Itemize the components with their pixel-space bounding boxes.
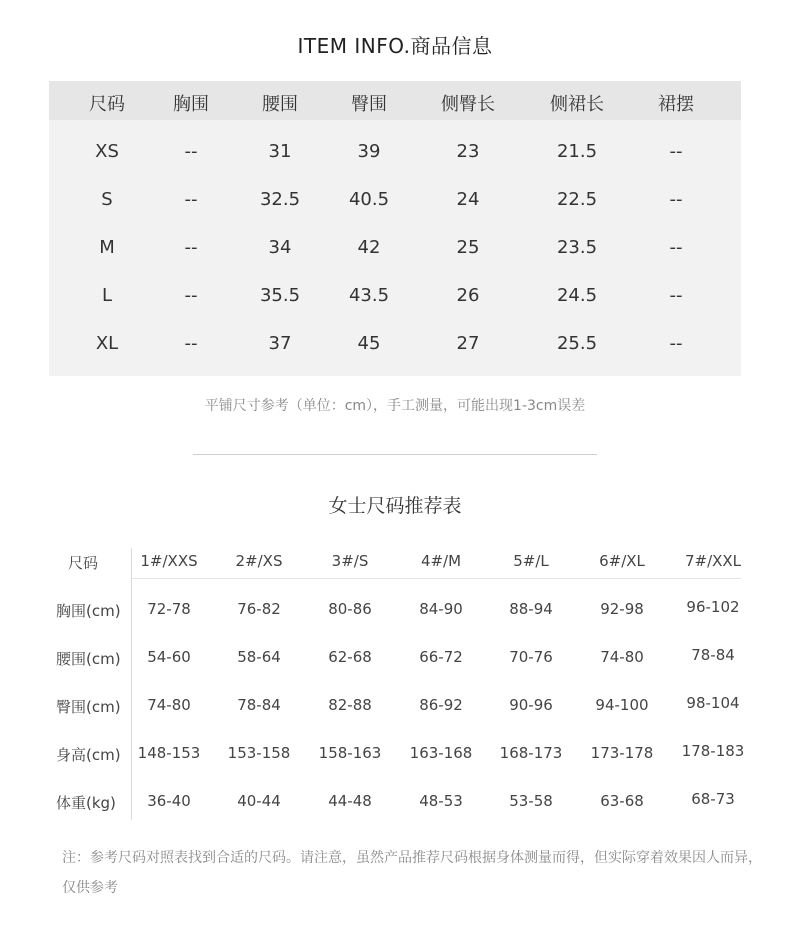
item-info-cell: 35.5 — [259, 285, 301, 306]
item-info-cell: XS — [95, 141, 119, 162]
item-info-table — [49, 81, 741, 376]
item-info-header-cell: 裙摆 — [658, 94, 694, 115]
recommend-cell: 90-96 — [509, 696, 553, 714]
recommend-cell: 153-158 — [227, 744, 291, 762]
item-info-cell: XL — [95, 333, 119, 354]
recommend-cell: 80-86 — [328, 600, 372, 618]
item-info-cell: 39 — [357, 141, 381, 162]
recommend-table-header-line — [132, 578, 741, 579]
item-info-cell: -- — [669, 285, 683, 306]
recommend-row-label: 体重(kg) — [56, 794, 116, 812]
recommend-size-header: 1#/XXS — [140, 552, 198, 570]
recommend-cell: 78-84 — [691, 646, 735, 664]
item-info-cell: 37 — [268, 333, 292, 354]
recommend-cell: 178-183 — [681, 742, 745, 760]
item-info-cell: 21.5 — [556, 141, 598, 162]
item-info-note: 平铺尺寸参考（单位：cm），手工测量，可能出现1-3cm误差 — [204, 398, 586, 414]
item-info-header-cell: 腰围 — [262, 94, 298, 115]
recommend-row-label: 臀围(cm) — [56, 698, 121, 716]
item-info-cell: 34 — [268, 237, 292, 258]
recommend-cell: 36-40 — [147, 792, 191, 810]
item-info-cell: 25 — [456, 237, 480, 258]
item-info-header-row — [49, 81, 741, 120]
section-divider — [193, 454, 597, 455]
item-info-title: ITEM INFO.商品信息 — [297, 34, 493, 58]
item-info-header-cell: 侧臀长 — [441, 94, 495, 115]
item-info-cell: -- — [184, 333, 198, 354]
recommend-cell: 76-82 — [237, 600, 281, 618]
item-info-cell: 26 — [456, 285, 480, 306]
recommend-cell: 158-163 — [318, 744, 382, 762]
recommend-cell: 163-168 — [409, 744, 473, 762]
recommend-corner-label: 尺码 — [68, 554, 99, 572]
recommend-size-header: 7#/XXL — [684, 552, 742, 570]
recommend-size-header: 6#/XL — [599, 552, 645, 570]
item-info-cell: 42 — [357, 237, 381, 258]
item-info-cell: 23.5 — [556, 237, 598, 258]
item-info-header-cell: 胸围 — [173, 94, 209, 115]
recommend-cell: 96-102 — [686, 598, 740, 616]
recommend-cell: 74-80 — [600, 648, 644, 666]
item-info-cell: 40.5 — [348, 189, 390, 210]
recommend-cell: 88-94 — [509, 600, 553, 618]
item-info-cell: -- — [669, 141, 683, 162]
item-info-cell: -- — [669, 333, 683, 354]
recommend-cell: 54-60 — [147, 648, 191, 666]
item-info-header-cell: 尺码 — [89, 94, 125, 115]
recommend-cell: 173-178 — [590, 744, 654, 762]
recommend-cell: 84-90 — [419, 600, 463, 618]
recommend-cell: 68-73 — [691, 790, 735, 808]
item-info-cell: L — [101, 285, 113, 306]
item-info-cell: 25.5 — [556, 333, 598, 354]
recommend-size-header: 4#/M — [420, 552, 462, 570]
recommend-cell: 53-58 — [509, 792, 553, 810]
item-info-cell: 32.5 — [259, 189, 301, 210]
recommend-table-vertical-line — [131, 548, 132, 820]
item-info-cell: 23 — [456, 141, 480, 162]
item-info-cell: 24.5 — [556, 285, 598, 306]
recommend-cell: 63-68 — [600, 792, 644, 810]
recommend-cell: 72-78 — [147, 600, 191, 618]
recommend-cell: 92-98 — [600, 600, 644, 618]
recommend-cell: 44-48 — [328, 792, 372, 810]
item-info-header-cell: 臀围 — [351, 94, 387, 115]
item-info-cell: -- — [669, 237, 683, 258]
recommend-row-label: 身高(cm) — [56, 746, 121, 764]
item-info-cell: -- — [184, 189, 198, 210]
item-info-cell: S — [101, 189, 113, 210]
recommend-row-label: 胸围(cm) — [56, 602, 121, 620]
recommend-cell: 82-88 — [328, 696, 372, 714]
item-info-cell: 27 — [456, 333, 480, 354]
recommend-title: 女士尺码推荐表 — [328, 495, 462, 517]
item-info-cell: M — [99, 237, 115, 258]
recommend-cell: 86-92 — [419, 696, 463, 714]
recommend-size-header: 5#/L — [513, 552, 549, 570]
item-info-cell: 22.5 — [556, 189, 598, 210]
item-info-cell: -- — [184, 285, 198, 306]
recommend-cell: 62-68 — [328, 648, 372, 666]
item-info-cell: -- — [669, 189, 683, 210]
item-info-cell: 45 — [357, 333, 381, 354]
recommend-cell: 148-153 — [137, 744, 201, 762]
recommend-row-label: 腰围(cm) — [56, 650, 121, 668]
recommend-cell: 168-173 — [499, 744, 563, 762]
item-info-cell: 24 — [456, 189, 480, 210]
recommend-cell: 40-44 — [237, 792, 281, 810]
item-info-cell: -- — [184, 141, 198, 162]
recommend-size-header: 3#/S — [331, 552, 369, 570]
recommend-cell: 66-72 — [419, 648, 463, 666]
recommend-cell: 98-104 — [686, 694, 740, 712]
recommend-cell: 48-53 — [419, 792, 463, 810]
item-info-header-cell: 侧裙长 — [550, 94, 604, 115]
item-info-cell: -- — [184, 237, 198, 258]
recommend-cell: 70-76 — [509, 648, 553, 666]
recommend-size-header: 2#/XS — [235, 552, 283, 570]
recommend-cell: 94-100 — [595, 696, 649, 714]
recommend-cell: 58-64 — [237, 648, 281, 666]
recommend-note: 注：参考尺码对照表找到合适的尺码。请注意，虽然产品推荐尺码根据身体测量而得，但实际穿着效果因人而异，仅供参考 — [62, 850, 762, 896]
item-info-cell: 43.5 — [348, 285, 390, 306]
recommend-cell: 78-84 — [237, 696, 281, 714]
item-info-cell: 31 — [268, 141, 292, 162]
recommend-cell: 74-80 — [147, 696, 191, 714]
